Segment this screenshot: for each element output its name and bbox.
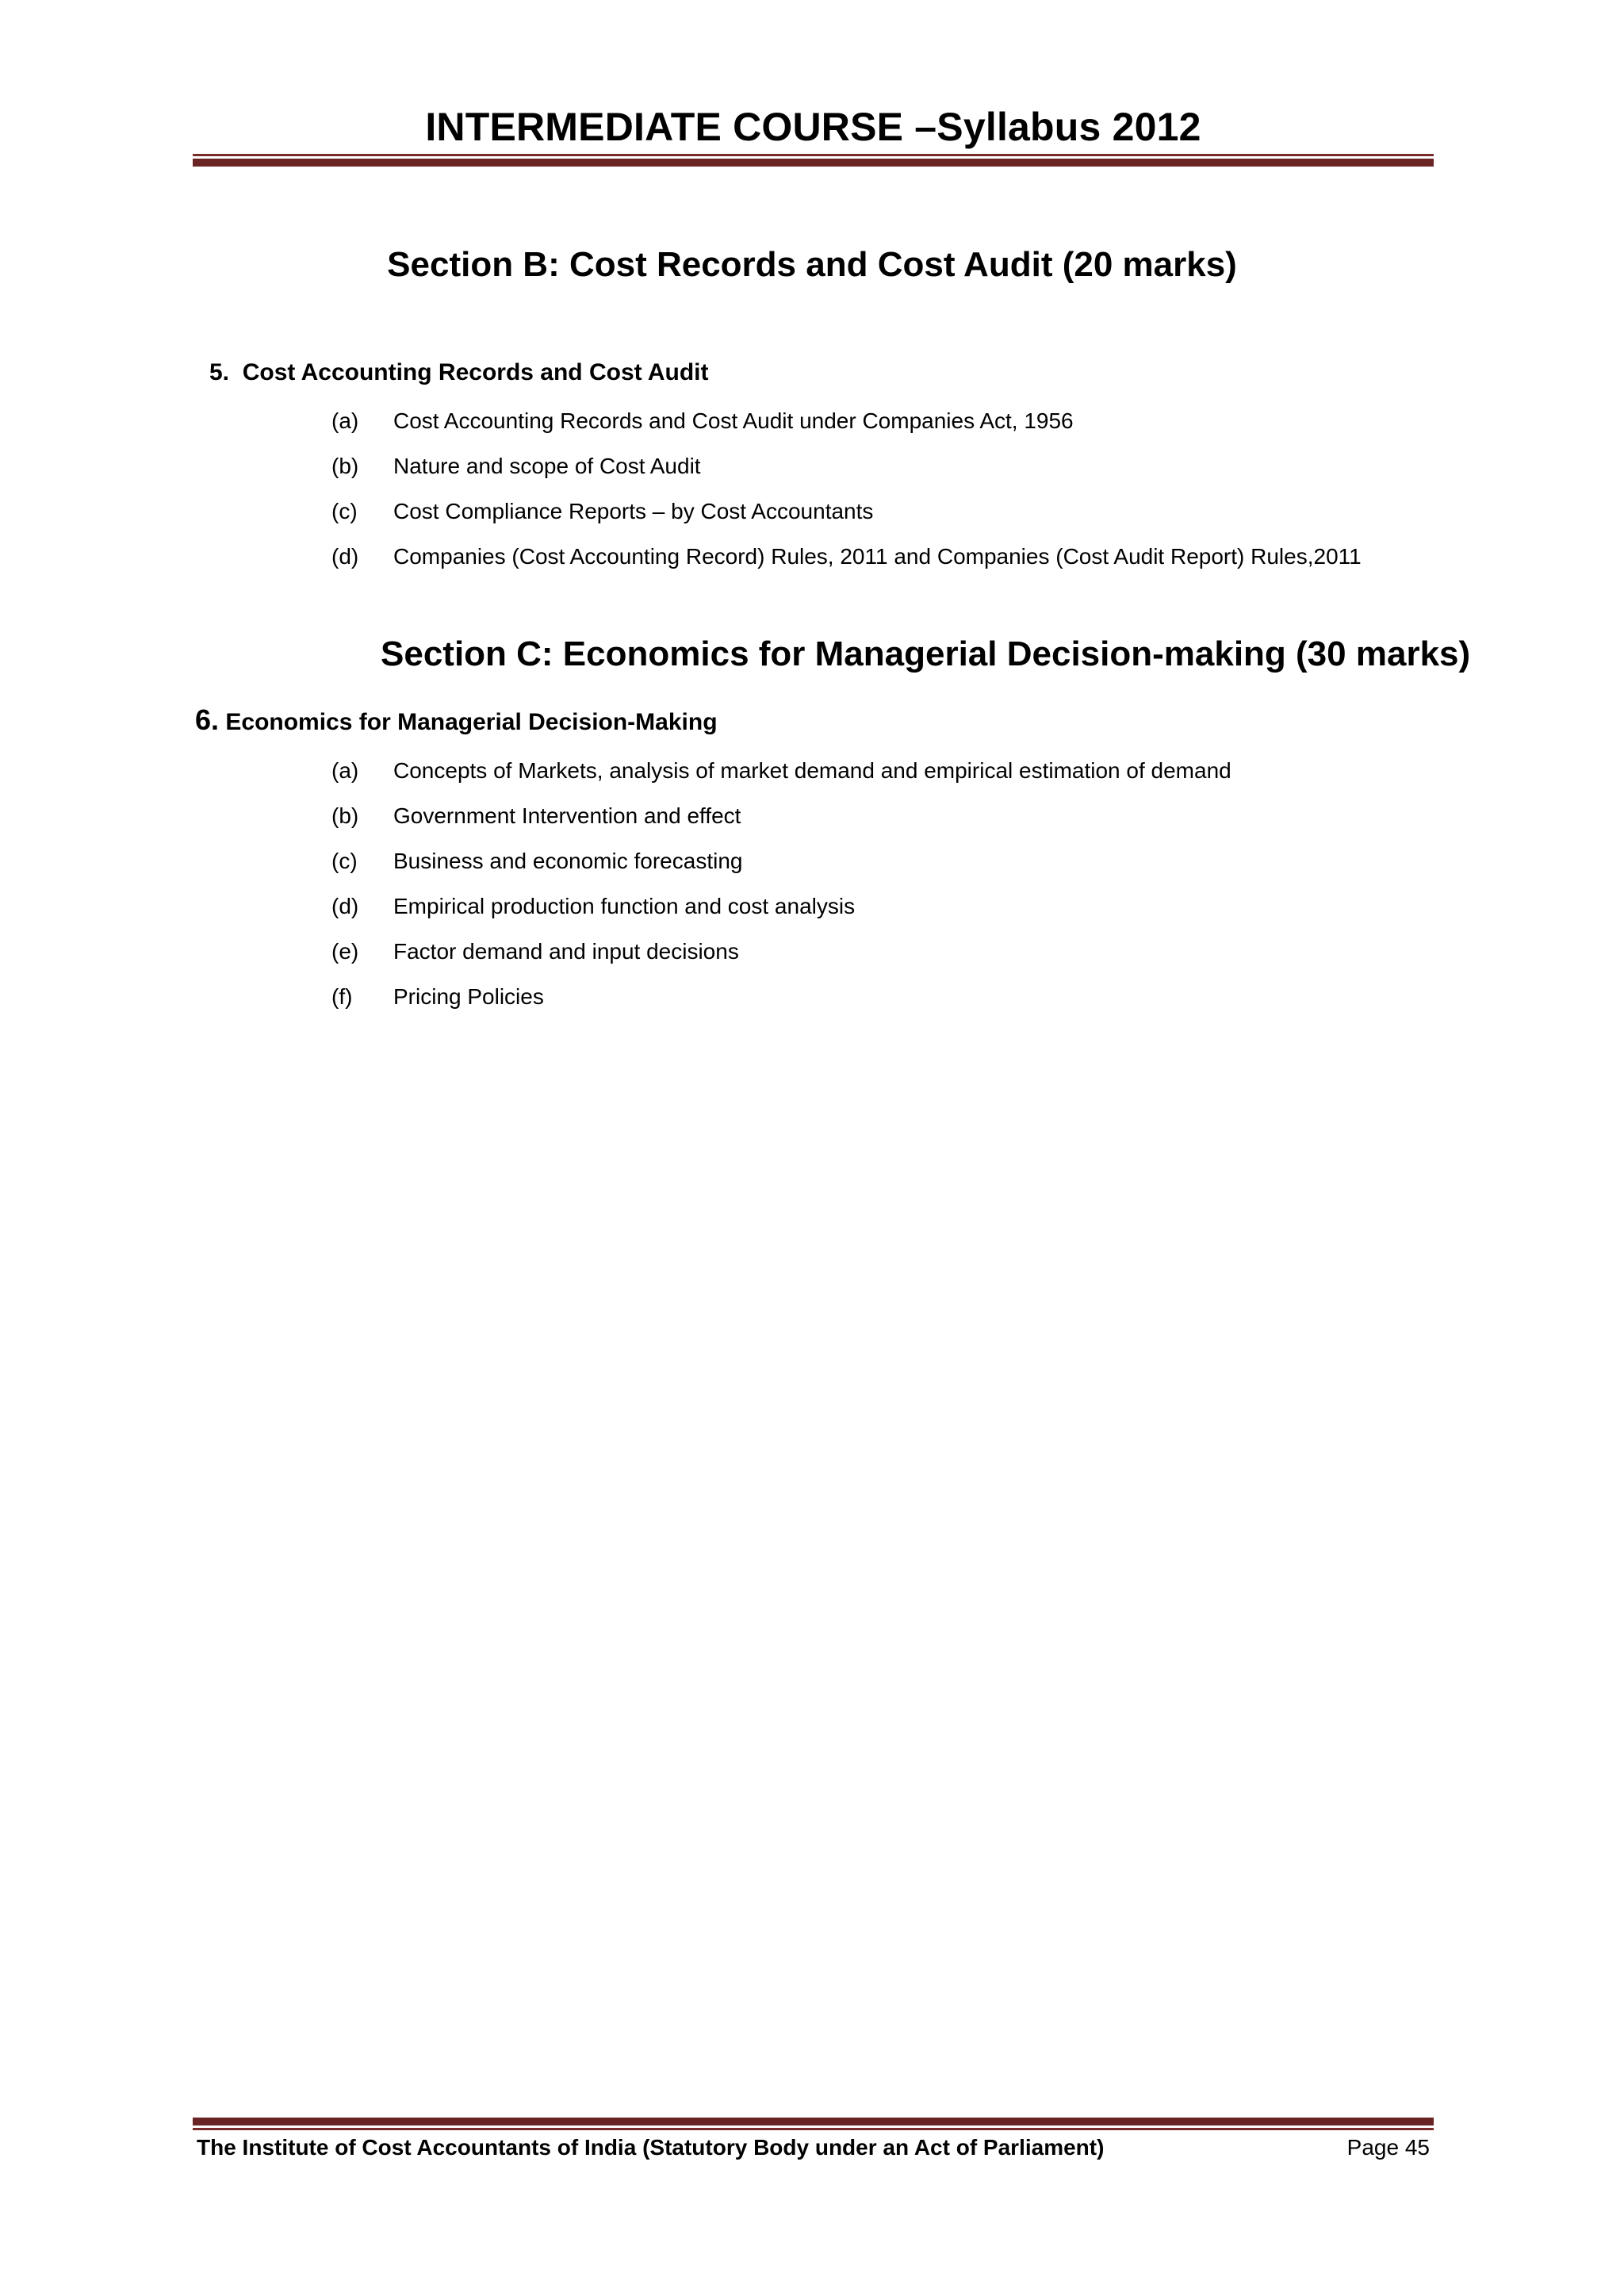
item-text: Empirical production function and cost analysis xyxy=(393,894,856,918)
item-text: Cost Compliance Reports – by Cost Accountants xyxy=(393,499,874,523)
page-header-title: INTERMEDIATE COURSE –Syllabus 2012 xyxy=(425,105,1201,149)
item-marker: (d) xyxy=(331,544,359,569)
footer-institute: The Institute of Cost Accountants of India (Statutory Body under an Act of Parliament) xyxy=(197,2135,1105,2160)
header-rule-thin xyxy=(193,154,1434,156)
section-c-heading: Section C: Economics for Managerial Decision-making (30 marks) xyxy=(381,634,1471,673)
item-text: Nature and scope of Cost Audit xyxy=(393,454,701,478)
item-text: Business and economic forecasting xyxy=(393,849,743,873)
item-text: Factor demand and input decisions xyxy=(393,939,739,964)
item-marker: (e) xyxy=(331,939,359,964)
topic-6-title: Economics for Managerial Decision-Making xyxy=(225,709,718,735)
item-text: Pricing Policies xyxy=(393,984,544,1009)
item-marker: (d) xyxy=(331,894,359,918)
topic-5-heading xyxy=(209,357,709,389)
item-marker: (f) xyxy=(331,984,353,1009)
item-text: Concepts of Markets, analysis of market demand and empirical estimation of demand xyxy=(393,758,1231,783)
topic-6-number: 6. xyxy=(195,703,220,736)
item-marker: (b) xyxy=(331,454,359,478)
item-text: Government Intervention and effect xyxy=(393,803,741,828)
topic-5-title: Cost Accounting Records and Cost Audit xyxy=(242,359,709,385)
item-marker: (c) xyxy=(331,849,358,873)
item-text: Companies (Cost Accounting Record) Rules, 2011 and Companies (Cost Audit Report) Rules,2011 xyxy=(393,544,1362,569)
footer-rule-thick xyxy=(193,2118,1434,2125)
topic-5-number: 5. xyxy=(209,359,230,385)
header-rule-thick xyxy=(193,159,1434,167)
item-marker: (a) xyxy=(331,758,359,783)
footer-page-number: Page 45 xyxy=(1346,2135,1430,2160)
item-marker: (c) xyxy=(331,499,358,523)
topic-6-heading xyxy=(195,704,718,738)
item-marker: (b) xyxy=(331,803,359,828)
item-marker: (a) xyxy=(331,408,359,433)
footer-rule-thin xyxy=(193,2128,1434,2130)
section-b-heading: Section B: Cost Records and Cost Audit (20 marks) xyxy=(387,245,1237,284)
item-text: Cost Accounting Records and Cost Audit under Companies Act, 1956 xyxy=(393,408,1074,433)
